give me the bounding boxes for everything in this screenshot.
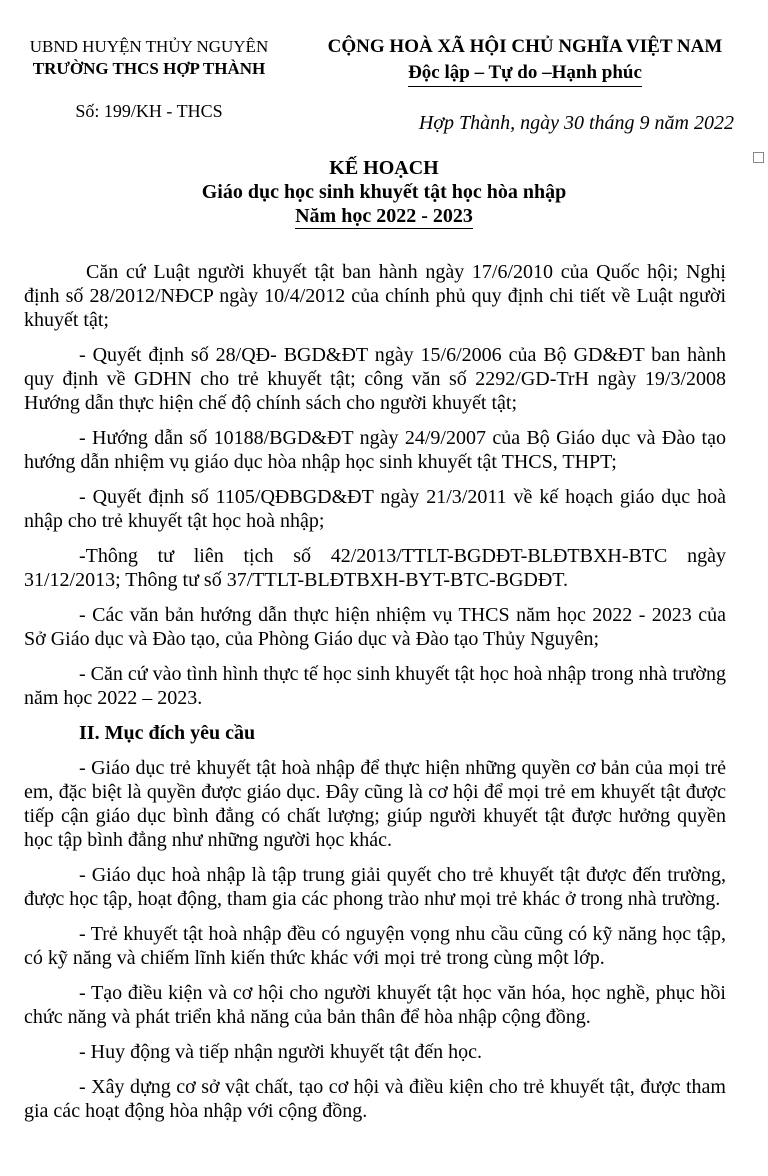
paragraph: - Hướng dẫn số 10188/BGD&ĐT ngày 24/9/2007 của Bộ Giáo dục và Đào tạo hướng dẫn nhiệm vụ giáo dục hòa nhập học sinh khuyết tật THCS, THPT; [24, 427, 726, 473]
national-motto-block [300, 34, 750, 87]
paragraph: - Tạo điều kiện và cơ hội cho người khuyết tật học văn hóa, học nghề, phục hồi chức năng và phát triển khả năng của bản thân để hòa nhập cộng đồng. [24, 982, 726, 1028]
issue-date: Hợp Thành, ngày 30 tháng 9 năm 2022 [418, 112, 734, 134]
country-name: CỘNG HOÀ XÃ HỘI CHỦ NGHĨA VIỆT NAM [327, 36, 723, 57]
paragraph: - Quyết định số 28/QĐ- BGD&ĐT ngày 15/6/2006 của Bộ GD&ĐT ban hành quy định về GDHN cho trẻ khuyết tật; công văn số 2292/GD-TrH ngày 19/3/2008 Hướng dẫn thực hiện chế độ chính sách cho người khuyết tật; [24, 344, 726, 414]
title-line-1: KẾ HOẠCH [329, 157, 439, 179]
paragraph: Căn cứ Luật người khuyết tật ban hành ngày 17/6/2010 của Quốc hội; Nghị định số 28/2012/NĐCP ngày 10/4/2012 của chính phủ quy định chi tiết về Luật người khuyết tật; [24, 261, 726, 331]
paragraph: - Căn cứ vào tình hình thực tế học sinh khuyết tật học hoà nhập trong nhà trường năm học 2022 – 2023. [24, 663, 726, 709]
paragraph: - Giáo dục hoà nhập là tập trung giải quyết cho trẻ khuyết tật được đến trường, được học tập, hoạt động, tham gia các phong trào như mọi trẻ khác ở trong nhà trường. [24, 864, 726, 910]
title-line-2: Giáo dục học sinh khuyết tật học hòa nhập [201, 181, 567, 203]
document-number: Số: 199/KH - THCS [75, 101, 223, 121]
motto: Độc lập – Tự do –Hạnh phúc [408, 60, 642, 87]
paragraph: - Trẻ khuyết tật hoà nhập đều có nguyện vọng nhu cầu cũng có kỹ năng học tập, có kỹ năng và chiếm lĩnh kiến thức khác với mọi trẻ trong cùng một lớp. [24, 923, 726, 969]
document-body [24, 260, 726, 1134]
school-name: TRƯỜNG THCS HỢP THÀNH [32, 59, 266, 78]
document-title [0, 156, 768, 229]
paragraph: - Giáo dục trẻ khuyết tật hoà nhập để thực hiện những quyền cơ bản của mọi trẻ em, đặc biệt là quyền được giáo dục. Đây cũng là cơ hội để mọi trẻ em khuyết tật được tiếp cận giáo dục bình đẳng có chất lượng; giúp người khuyết tật được hưởng quyền học tập bình đẳng như những người học khác. [24, 757, 726, 851]
paragraph: - Huy động và tiếp nhận người khuyết tật đến học. [79, 1041, 482, 1063]
paragraph: - Các văn bản hướng dẫn thực hiện nhiệm vụ THCS năm học 2022 - 2023 của Sở Giáo dục và Đào tạo, của Phòng Giáo dục và Đào tạo Thủy Nguyên; [24, 604, 726, 650]
district-committee-name: UBND HUYỆN THỦY NGUYÊN [29, 37, 269, 56]
title-line-3: Năm học 2022 - 2023 [295, 205, 473, 227]
paragraph: -Thông tư liên tịch số 42/2013/TTLT-BGDĐT-BLĐTBXH-BTC ngày 31/12/2013; Thông tư số 37/TTLT-BLĐTBXH-BYT-BTC-BGDĐT. [24, 545, 726, 591]
paragraph: - Quyết định số 1105/QĐBGD&ĐT ngày 21/3/2011 về kế hoạch giáo dục hoà nhập cho trẻ khuyết tật học hoà nhập; [24, 486, 726, 532]
issuer-block [14, 36, 284, 122]
paragraph: - Xây dựng cơ sở vật chất, tạo cơ hội và điều kiện cho trẻ khuyết tật, được tham gia các hoạt động hòa nhập với cộng đồng. [24, 1076, 726, 1122]
section-heading: II. Mục đích yêu cầu [79, 722, 256, 744]
